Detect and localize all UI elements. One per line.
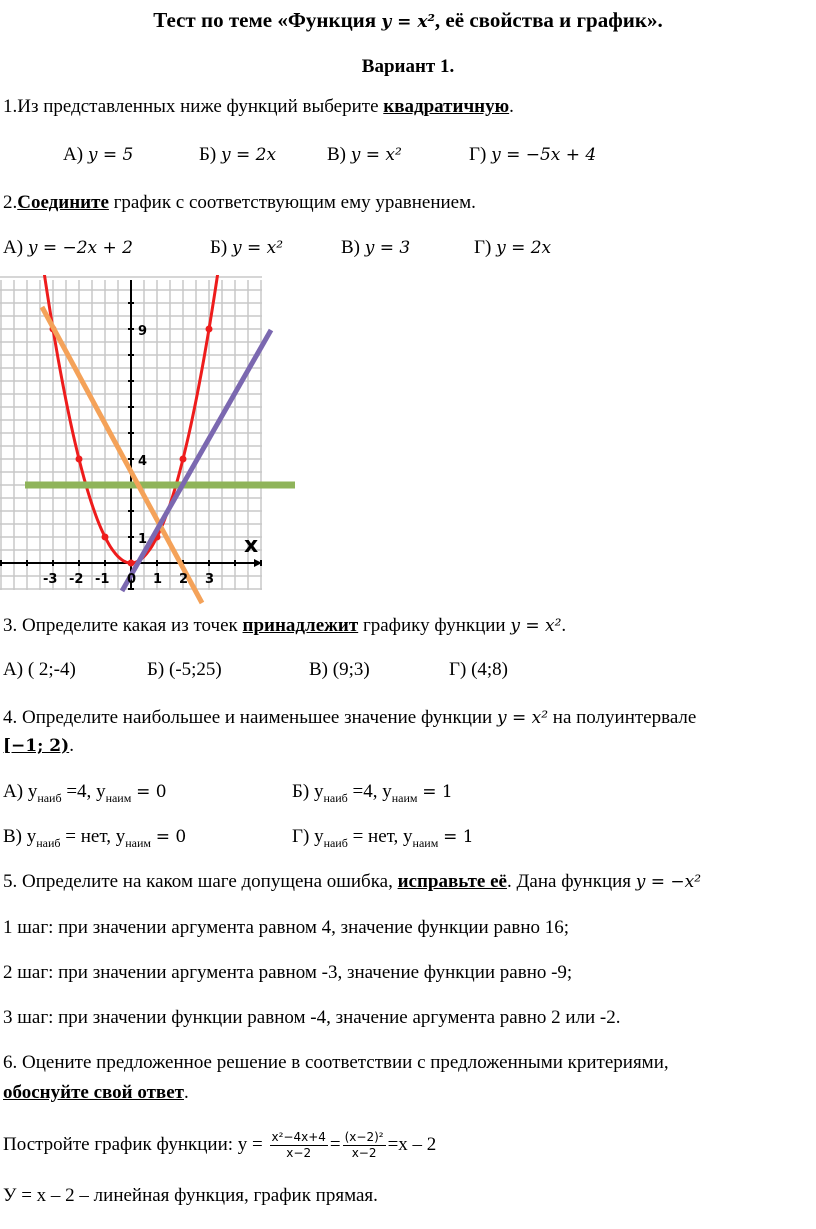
question-6: 6. Оцените предложенное решение в соответствии с предложенными критериями,	[3, 1052, 669, 1073]
question-4-interval: [−1; 2).	[3, 735, 74, 756]
q5-step-3: 3 шаг: при значении функции равном -4, значение аргумента равно 2 или -2.	[3, 1007, 621, 1028]
parabola-point	[76, 456, 83, 463]
q2-option-a: А) y = −2x + 2	[3, 237, 133, 258]
fraction-2: $\frac{\text{(x−2)²}}{x-2}$	[344, 1130, 384, 1161]
q2-option-b: Б) y = x²	[210, 237, 284, 258]
q2-option-c: В) y = 3	[341, 237, 411, 258]
question-1	[3, 96, 514, 118]
parabola-point	[180, 456, 187, 463]
q4-option-b: Б) $у_{наиб} =4$, $у_{наим} = 1$	[292, 781, 453, 805]
x-axis-label: x	[244, 533, 259, 558]
x-tick-label: 0	[127, 572, 137, 587]
x-tick-label: 1	[153, 572, 163, 587]
q1-option-a: А) y = 5	[63, 144, 134, 165]
question-3: 3. Определите какая из точек принадлежит графику функции y = x².	[3, 615, 567, 636]
q2-option-d: Г) y = 2x	[474, 237, 552, 258]
q1-end: .	[509, 96, 514, 117]
q1-option-d: Г) y = −5x + 4	[469, 144, 597, 165]
question-2: 2.Соедините график с соответствующим ему уравнением.	[3, 192, 476, 213]
y-tick-label: 1	[138, 532, 148, 547]
q3-option-d: Г) (4;8)	[449, 659, 508, 680]
fraction-1: $\frac{\text{x²−4x+4}}{x-2}$	[271, 1130, 326, 1161]
function-graph	[0, 275, 300, 610]
page-title	[0, 9, 816, 33]
x-tick-label: -3	[43, 572, 58, 587]
x-tick-label: 2	[179, 572, 189, 587]
q3-option-b: Б) (-5;25)	[147, 659, 222, 680]
question-4: 4. Определите наибольшее и наименьшее значение функции y = x² на полуинтервале	[3, 707, 697, 728]
q1-text: 1.Из представленных ниже функций выберите	[3, 96, 384, 117]
q1-emph: квадратичную	[383, 96, 510, 117]
parabola-point	[128, 560, 135, 567]
q3-option-a: А) ( 2;-4)	[3, 659, 76, 680]
q5-step-1: 1 шаг: при значении аргумента равном 4, значение функции равно 16;	[3, 917, 570, 938]
question-6-cont: обоснуйте свой ответ.	[3, 1082, 189, 1103]
variant-heading: Вариант 1.	[361, 56, 455, 77]
q1-option-b: Б) y = 2x	[199, 144, 277, 165]
q4-option-d: Г) $у_{наиб}$ = нет, $у_{наим} = 1$	[292, 826, 474, 850]
q4-option-a: А) $у_{наиб} =4$, $у_{наим} = 0$	[3, 781, 167, 805]
title-suffix: , её свойства и график».	[434, 8, 663, 32]
axis-tick-labels	[43, 324, 214, 587]
q1-option-c: В) y = x²	[327, 144, 402, 165]
parabola-point	[206, 326, 213, 333]
parabola-point	[102, 534, 109, 541]
y-tick-label: 9	[138, 324, 148, 339]
q6-construct: Постройте график функции: у = $\frac{\text{x²−4x+4}}{x-2}$ = $\frac{\text{(x−2)²}}{x-2}$ =x – 2	[3, 1130, 437, 1161]
y-tick-label: 4	[138, 454, 148, 469]
x-tick-label: -2	[69, 572, 84, 587]
q3-option-c: В) (9;3)	[309, 659, 370, 680]
x-tick-label: 3	[205, 572, 215, 587]
x-tick-label: -1	[95, 572, 110, 587]
title-formula: y = x²	[381, 12, 435, 32]
question-5: 5. Определите на каком шаге допущена ошибка, исправьте её. Дана функция y = −x²	[3, 871, 702, 892]
q6-conclusion: У = x – 2 – линейная функция, график прямая.	[3, 1185, 378, 1206]
q5-step-2: 2 шаг: при значении аргумента равном -3, значение функции равно -9;	[3, 962, 573, 983]
q4-option-c: В) $у_{наиб}$ = нет, $у_{наим} = 0$	[3, 826, 187, 850]
title-text: Тест по теме «Функция	[153, 8, 382, 32]
